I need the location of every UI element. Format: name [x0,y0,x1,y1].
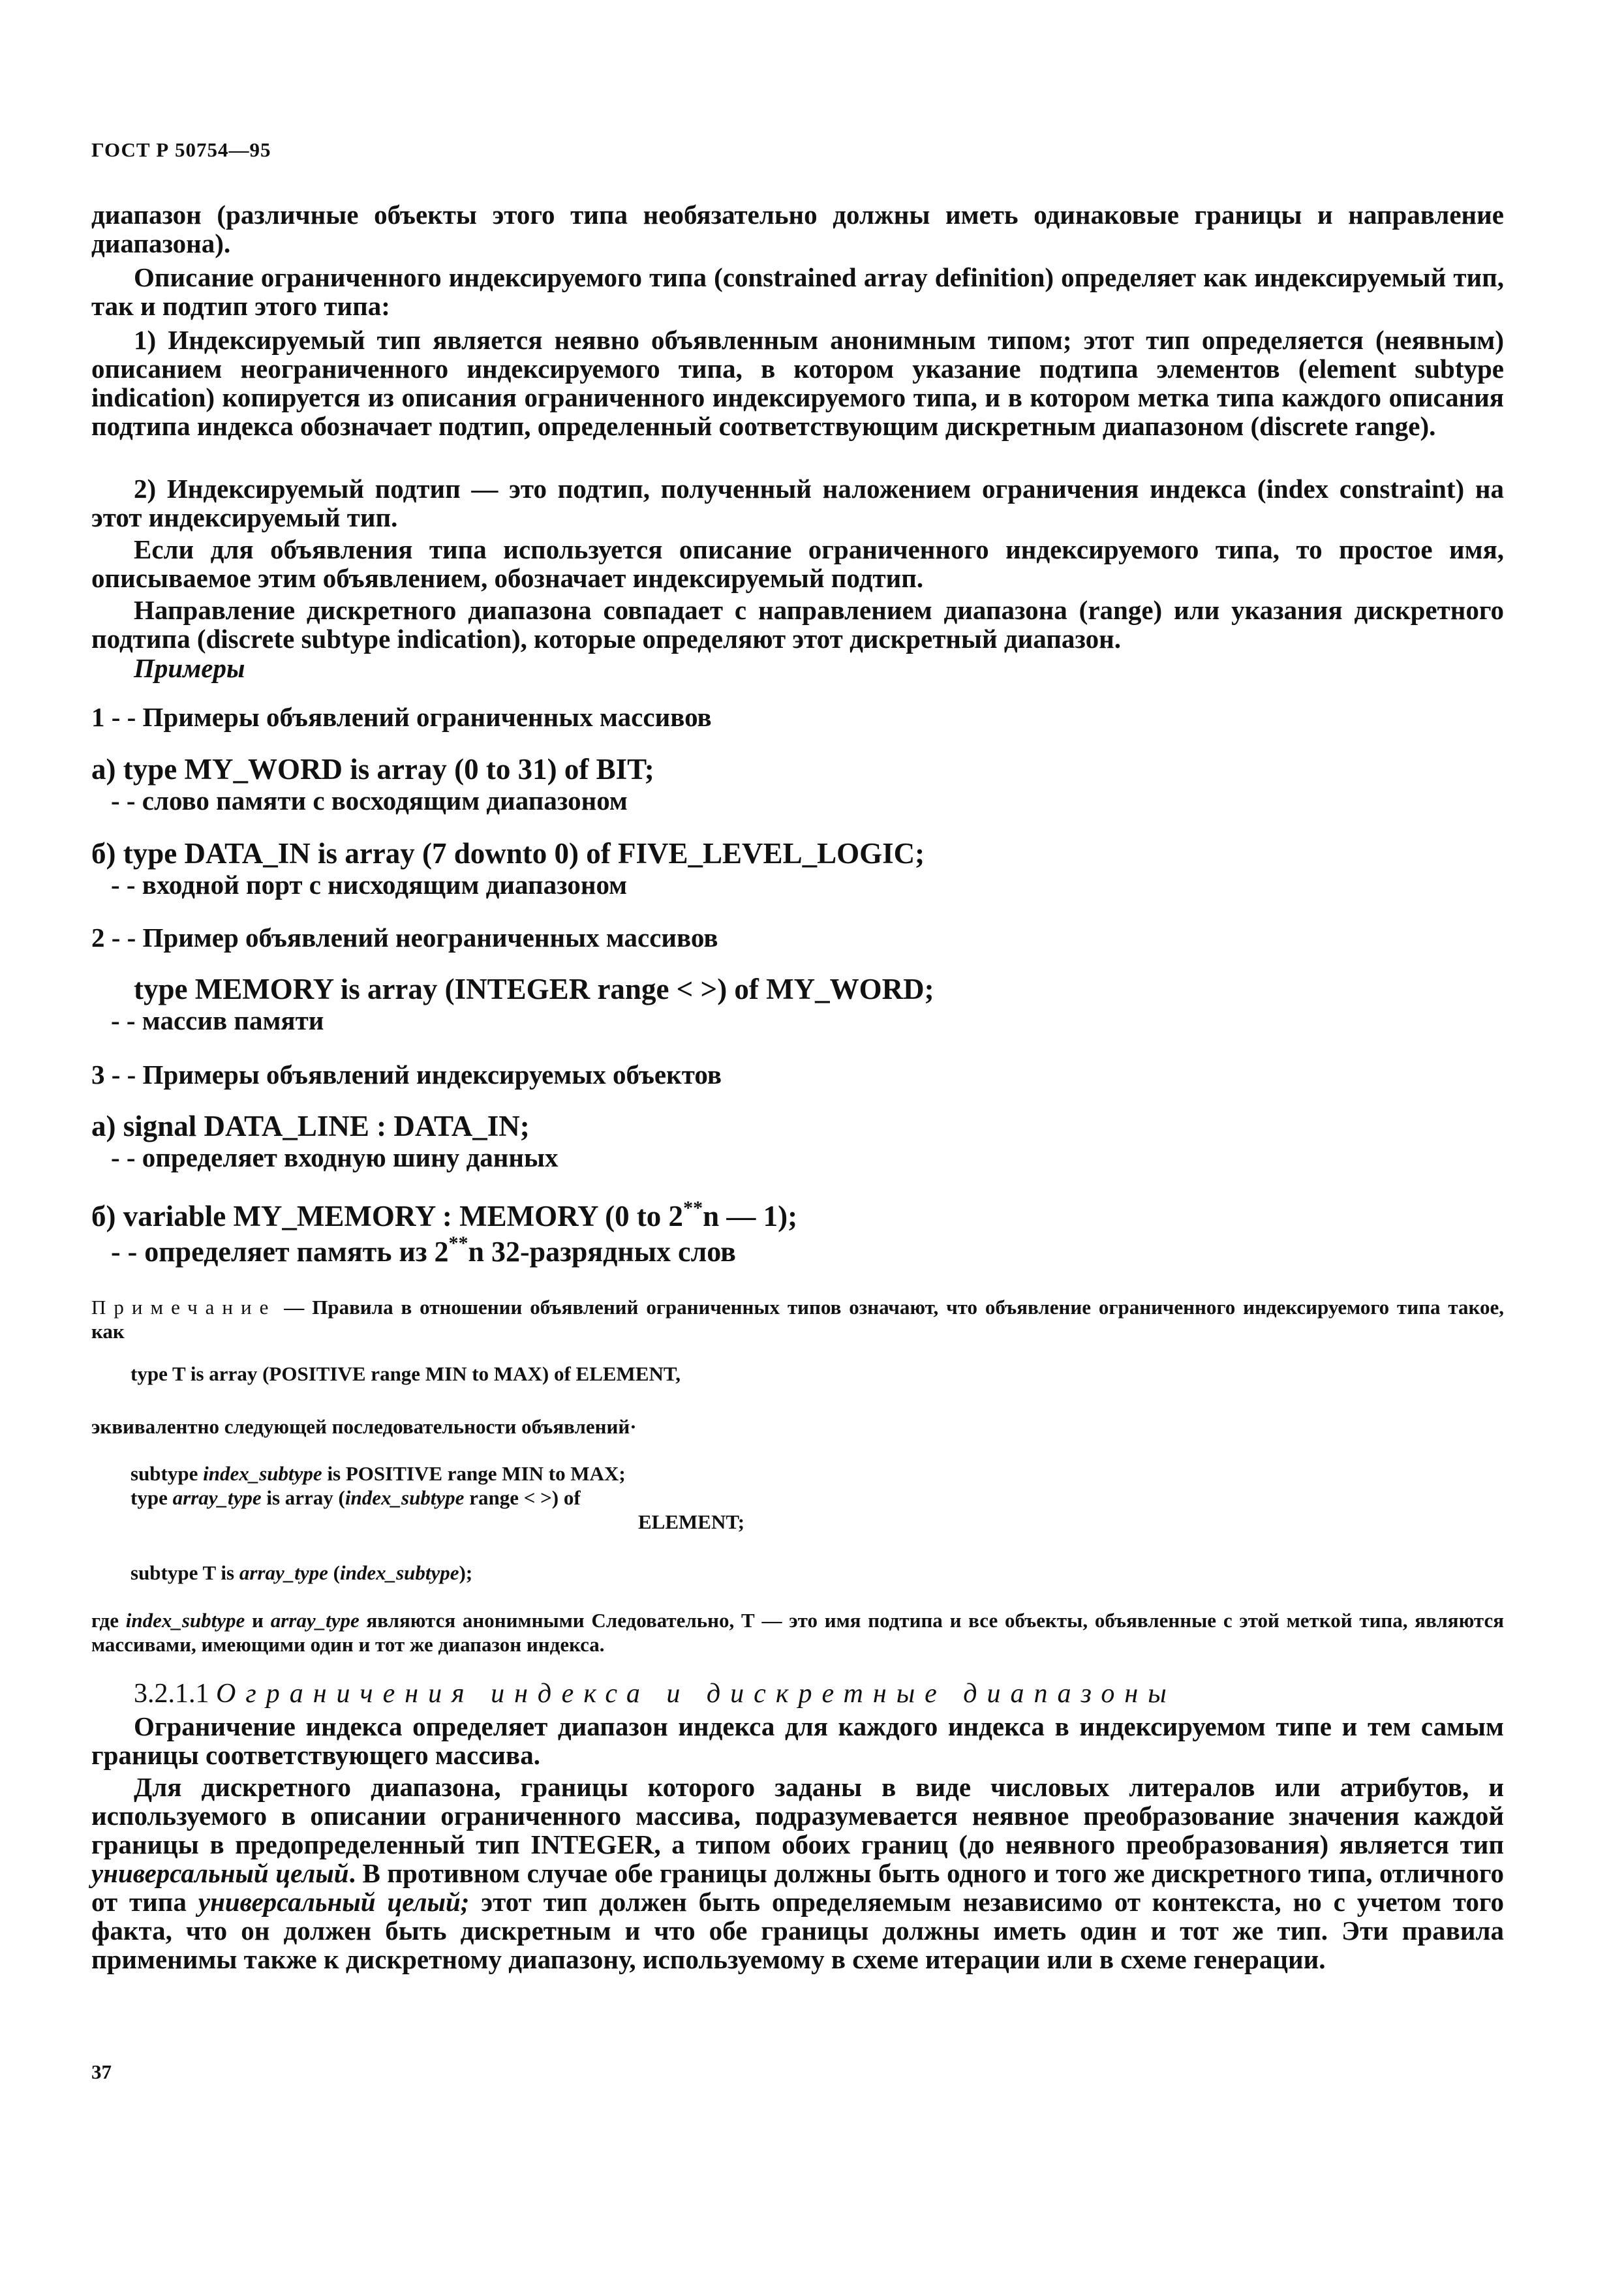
example-1b-comment: - - входной порт с нисходящим диапазоном [111,870,628,900]
note-text-3-start: где [91,1609,126,1632]
example-3b-comment-main: - - определяет память из 2 [111,1236,449,1268]
example-2-comment: - - массив памяти [111,1005,324,1035]
example-3a-comment: - - определяет входную шину данных [111,1142,559,1172]
example-3a-code: а) signal DATA_LINE : DATA_IN; [91,1110,530,1142]
examples-heading: Примеры [134,653,245,683]
term-universal-integer-2: универсальный целый; [198,1887,470,1917]
paragraph-direction: Направление дискретного диапазона совпадает с направлением диапазона (range) или указания дискретного подтипа (discrete subtype indication), которые определяют этот дискретный диапазон. [91,595,1504,654]
example-1a-code: а) type MY_WORD is array (0 to 31) of BIT; [91,753,654,786]
section-paragraph-2-part-c: этот тип должен быть определяемым независимо от контекста, но с учетом того факта, что он должен быть дискретным и что обе границы должны иметь один и тот же тип. Эти правила применимы также к дискретному диапазону, используемому в схеме итерации или в схеме генерации. [91,1887,1504,1974]
paragraph-range-continuation: диапазон (различные объекты этого типа необязательно должны иметь одинаковые границы и направление диапазона). [91,200,1504,258]
page-number: 37 [91,2060,112,2083]
example-2-title: 2 - - Пример объявлений неограниченных массивов [91,923,718,953]
example-2-code: type MEMORY is array (INTEGER range < >) of MY_WORD; [134,973,934,1005]
section-paragraph-2-part-a: Для дискретного диапазона, границы которого заданы в виде числовых литералов или атрибутов, и используемого в описании ограниченного массива, подразумевается неявное преобразование значения каждой границы в предопределенный тип INTEGER, а типом обоих границ (до неявного преобразования) является тип [91,1772,1504,1859]
example-3b-comment-tail: n 32-разрядных слов [468,1236,736,1268]
section-title: Ограничения индекса и дискретные диапазоны [216,1679,1176,1709]
section-number: 3.2.1.1 [134,1679,209,1709]
section-paragraph-1: Ограничение индекса определяет диапазон индекса для каждого индекса в индексируемом типе и тем самым границы соответствующего массива. [91,1711,1504,1770]
note-paragraph [91,1295,1504,1343]
note-term-index-subtype: index_subtype [125,1609,245,1632]
example-1-title: 1 - - Примеры объявлений ограниченных массивов [91,702,712,732]
example-3b-code-exponent: ** [683,1197,703,1219]
paragraph-simple-name: Если для объявления типа используется описание ограниченного индексируемого типа, то простое имя, описываемое этим объявлением, обозначает индексируемый подтип. [91,534,1504,593]
example-3b-code-main: б) variable MY_MEMORY : MEMORY (0 to 2 [91,1200,684,1232]
example-3-title: 3 - - Примеры объявлений индексируемых объектов [91,1060,722,1090]
example-1a-comment: - - слово памяти с восходящим диапазоном [111,786,628,816]
paragraph-item-2: 2) Индексируемый подтип — это подтип, полученный наложением ограничения индекса (index constraint) на этот индексируемый тип. [91,474,1504,532]
note-code-3: subtype T is array_type (index_subtype); [130,1561,473,1584]
note-code-2-continuation: ELEMENT; [638,1510,745,1533]
note-text-1: — Правила в отношении объявлений ограниченных типов означают, что объявление ограниченного индексируемого типа такое, как [91,1296,1504,1343]
note-code-1: type T is array (POSITIVE range MIN to MAX) of ELEMENT, [130,1362,681,1385]
section-heading [134,1679,1504,1708]
example-3b-comment [111,1232,736,1268]
note-text-2: эквивалентно следующей последовательности объявлений· [91,1415,637,1438]
example-3b-comment-exponent: ** [448,1232,468,1254]
note-text-3 [91,1608,1504,1657]
note-label: Примечание [91,1296,277,1319]
example-3b-code-tail: n — 1); [703,1200,798,1232]
note-text-3-end: являются анонимными Следовательно, Т — это имя подтипа и все объекты, объявленные с этой меткой типа, являются массивами, имеющими один и тот же диапазон индекса. [91,1609,1504,1656]
term-universal-integer: универсальный целый [91,1858,349,1888]
section-paragraph-2 [91,1773,1504,1974]
note-code-2: subtype index_subtype is POSITIVE range MIN to MAX; type array_type is array (index_subtype range < >) of [130,1462,626,1509]
note-term-array-type: array_type [270,1609,360,1632]
note-text-3-and: и [245,1609,271,1632]
example-3b-code [91,1199,1504,1233]
paragraph-constrained-array-definition: Описание ограниченного индексируемого типа (constrained array definition) определяет как индексируемый тип, так и подтип этого типа: [91,262,1504,321]
section-paragraph-2-part-b: . В противном случае обе границы должны быть одного и того же дискретного типа, отличного от типа [91,1858,1504,1917]
document-header: ГОСТ Р 50754—95 [91,138,271,161]
example-1b-code: б) type DATA_IN is array (7 downto 0) of FIVE_LEVEL_LOGIC; [91,837,925,870]
paragraph-item-1: 1) Индексируемый тип является неявно объявленным анонимным типом; этот тип определяется (неявным) описанием неограниченного индексируемого типа, в котором указание подтипа элементов (element subtype indication) копируется из описания ограниченного индексируемого типа, и в котором метка типа каждого описания подтипа индекса обозначает подтип, определенный соответствующим дискретным диапазоном (discrete range). [91,325,1504,441]
